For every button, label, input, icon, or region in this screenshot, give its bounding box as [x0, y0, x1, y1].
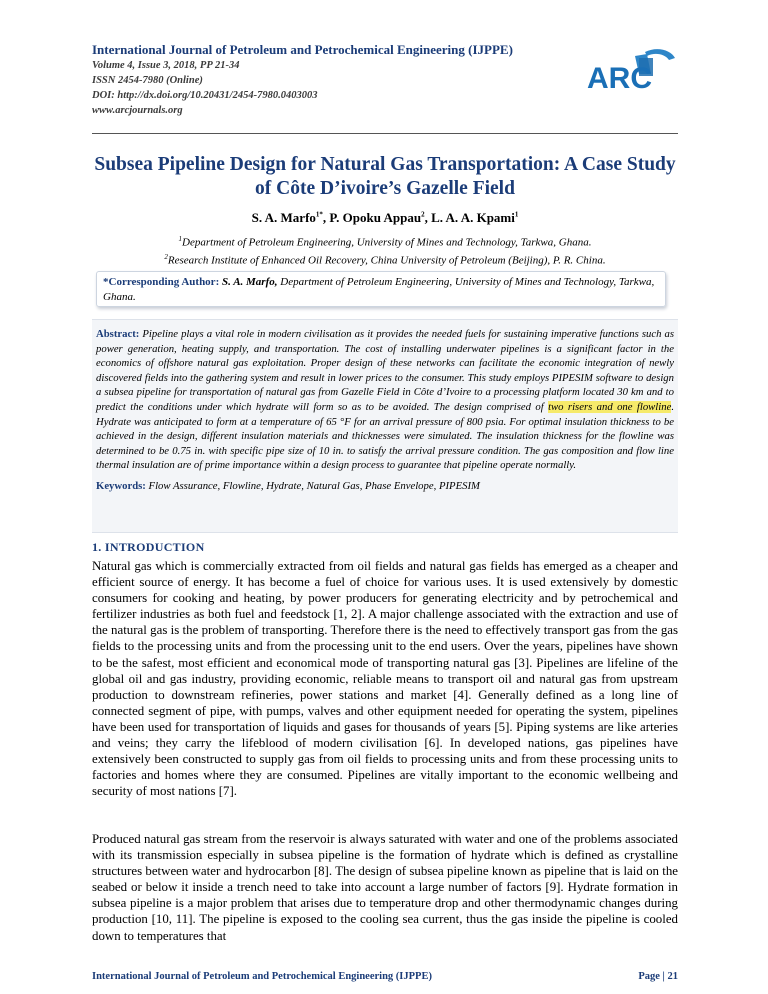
arc-logo-icon [585, 44, 677, 94]
paragraph-1: Natural gas which is commercially extracted from oil fields and natural gas fields has emerged as a cheaper and efficient source of energy. It has become a fuel of choice for various uses. It is used extensively by domestic consumers for cooking and heating, by power producers for generating electricity and by petrochemical and fertilizer industries as both fuel and feedstock [1, 2]. A major challenge associated with the extraction and use of the natural gas is the problem of transporting. Therefore there is the need to effectively transport gas from the gas fields to the processing units and from the processing unit to the end users. Over the years, pipelines have shown to be the safest, most efficient and economical mode of transporting natural gas [3]. Pipelines are lifeline of the global oil and gas industry, providing economic, reliable means to transport oil and natural gas from upstream production to downstream refineries, power stations and market [4]. Generally defined as a long line of connected segment of pipe, with pumps, valves and other equipment needed for operating the system, pipelines have been used for transportation of liquids and gases for thousands of years [5]. Piping systems are like arteries and veins; they carry the lifeblood of modern civilisation [6]. In developed nations, gas pipelines have extensively been constructed to supply gas from oil fields to processing units and from these processing units to factories and homes where they are consumed. Pipelines are vitally important to the economic wellbeing and security of most nations [7]. [92, 559, 678, 799]
author-separator: , [322, 210, 330, 225]
section-heading [92, 540, 205, 555]
footer-journal: International Journal of Petroleum and Petrochemical Engineering (IJPPE) [92, 971, 432, 982]
author-separator: , [424, 210, 432, 225]
author-3: L. A. A. Kpami [431, 210, 515, 225]
website-link[interactable]: www.arcjournals.org [92, 105, 183, 116]
author-3-sup: 1 [514, 210, 519, 219]
affiliation-2 [92, 253, 678, 267]
paragraph-2: Produced natural gas stream from the reservoir is always saturated with water and one of the problems associated with its transmission especially in subsea pipeline is the formation of hydrate which is defined as crystalline structures between water and hydrocarbon [8]. The design of subsea pipeline known as pipeline that is laid on the seabed or below it inside a trench need to take into account a large number of factors [9]. Hydrate formation in subsea pipeline is a major problem that arises due to temperature drop and other thermodynamic changes during production [10, 11]. The pipeline is exposed to the cooling sea current, thus the gas inside the pipeline is cooled down to temperatures that [92, 832, 678, 943]
doi-link[interactable]: DOI: http://dx.doi.org/10.20431/2454-7980.0403003 [92, 90, 318, 101]
author-1: S. A. Marfo [251, 210, 316, 225]
journal-name: International Journal of Petroleum and Petrochemical Engineering (IJPPE) [92, 42, 513, 57]
corresponding-label: *Corresponding Author: [103, 276, 220, 288]
abstract-text [96, 327, 674, 473]
abstract-box [92, 319, 678, 533]
author-1-sup: 1* [315, 210, 323, 219]
author-list [92, 210, 678, 226]
section-title: INTRODUCTION [104, 540, 205, 554]
issn-info: ISSN 2454-7980 (Online) [92, 75, 203, 86]
page-footer [92, 971, 678, 982]
section-number: 1. [92, 540, 102, 554]
corresponding-author-box [96, 271, 666, 307]
affiliation-2-text: Research Institute of Enhanced Oil Recovery, China University of Petroleum (Beijing), P. R. China. [167, 254, 606, 267]
keywords-label: Keywords: [96, 479, 146, 492]
affiliation-1 [92, 235, 678, 249]
paper-title: Subsea Pipeline Design for Natural Gas Transportation: A Case Study of Côte D’ivoire’s Gazelle Field [94, 154, 676, 199]
author-2-sup: 2 [421, 210, 425, 219]
logo-lettering: ARC [587, 62, 652, 94]
abstract-body-1: Pipeline plays a vital role in modern civilisation as it provides the needed fuels for sustaining imperative functions such as power generation, heating supply, and transportation. The cost of installing underwater pipelines is a significant factor in the economics of offshore natural gas exploitation. Proper design of these networks can facilitate the economic integration of newly discovered fields into the gathering system and result in lower prices to the consumer. This study employs PIPESIM software to design a subsea pipeline for transportation of natural gas from Gazelle Field in Côte d’Ivoire to a processing platform located 30 km and to predict the conditions under which hydrate will form so as to be avoided. The design comprised of [96, 328, 675, 413]
page-number: Page | 21 [638, 971, 678, 982]
abstract-body-2: . Hydrate was anticipated to form at a temperature of 65 °F for an arrival pressure of 800 psia. For optimal insulation thickness to be achieved in the design, different insulation materials and thicknesses were simulated. The insulation thickness for the flowline was determined to be 0.75 in. with specific pipe size of 10 in. to satisfy the arrival pressure condition. The gas composition and flow line thermal insulation are of prime importance within a design process to guarantee that pipeline operate normally. [96, 400, 674, 472]
volume-info: Volume 4, Issue 3, 2018, PP 21-34 [92, 60, 240, 71]
keywords-list: Flow Assurance, Flowline, Hydrate, Natural Gas, Phase Envelope, PIPESIM [148, 479, 480, 492]
author-2: P. Opoku Appau [329, 210, 422, 225]
corresponding-affiliation: Department of Petroleum Engineering, University of Mines and Technology, Tarkwa, Ghana. [103, 276, 655, 303]
header-divider [92, 133, 678, 134]
affiliation-2-sup: 2 [164, 253, 168, 261]
affiliation-1-sup: 1 [178, 235, 183, 243]
abstract-label: Abstract: [96, 328, 140, 340]
affiliation-1-text: Department of Petroleum Engineering, University of Mines and Technology, Tarkwa, Ghana. [182, 236, 592, 249]
corresponding-name: S. A. Marfo, [221, 276, 278, 288]
keywords [96, 480, 674, 492]
abstract-highlight: two risers and one flowline [548, 400, 672, 413]
